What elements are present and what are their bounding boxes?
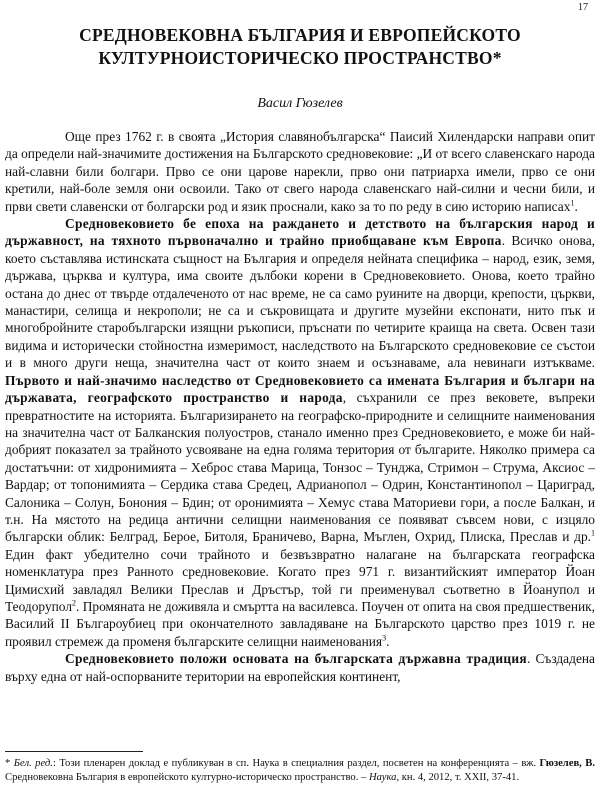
text-run: . (386, 633, 390, 649)
emphasized-text: Гюзелев, В. (539, 758, 595, 769)
text-run: Средновековна България в европейското културно-историческо пространство. – (5, 771, 369, 783)
footnote (5, 757, 595, 784)
text-run: . Създадена върху една от най-оспорваните територии на европейския континент, (5, 651, 595, 684)
footnote-reference: 1 (591, 528, 595, 538)
author-name: Васил Гюзелев (257, 96, 343, 111)
emphasized-text: Средновековието бе епоха на раждането и детството на българския народ и държавност, на тяхното първоначално и трайно приобщаване към Европа (5, 216, 595, 249)
title-line-2: КУЛТУРНОИСТОРИЧЕСКО ПРОСТРАНСТВО* (98, 48, 502, 68)
text-run: * (5, 758, 14, 769)
footnote-reference: 2 (72, 598, 77, 608)
text-run: . (574, 198, 578, 214)
text-run: , кн. 4, 2012, т. XXII, 37-41. (396, 771, 520, 783)
italic-text: Наука (368, 771, 397, 783)
text-run: , съхранили се през вековете, въпреки превратностите на историята. Българизирането на географско-природните и селищните наименования на значителна част от Балканския полуостров, станало именно през Средновековието, е може би най-добрият показател за трайното усвояване на една голяма територия от българите. Няколко примера са достатъчни: от хидронимията – Хеброс става Марица, Тонзос – Тунджа, Стримон – Струма, Аксиос – Вардар; от топонимията – Сердика става Средец, Адрианопол – Одрин, Константинопол – Цариград, Салоника – Солун, Бонония – Бдин; от оронимията – Хемус става Маториеви гори, а после Балкан, и т.н. На мястото на редица антични селищни наименования се появяват съвсем нови, с изцяло български облик: Белград, Берое, Битоля, Браничево, Варна, Мъглен, Охрид, Плиска, Преслав и др. (5, 390, 595, 545)
footnote-separator (5, 751, 143, 752)
footnote-reference: 1 (570, 198, 575, 208)
paragraph (5, 128, 595, 215)
paragraph (5, 650, 595, 685)
article-body (5, 128, 595, 685)
footnote-reference: 3 (382, 633, 387, 643)
emphasized-text: Първото и най-значимо наследство от Средновековието са имената България и българи на държавата, географското пространство и народа (5, 372, 595, 406)
text-run: Още през 1762 г. в своята „История славянобългарска“ Паисий Хилендарски направи опит да определи най-значимите достижения на Българското средновековие: „И от всего славенскаго народа най-славни били болгари. Прво се они царове нарекли, прво они патриарха имели, прво се они кретили, най-боле земля они освоили. Тако от свего народа славенскаго най-силни и чесни били, и први свети славенски от болгарски род и язик проснали, како за то по реду в сию историю написах (5, 129, 595, 214)
article-title (0, 24, 600, 70)
text-run: : Този пленарен доклад е публикуван в сп. Наука в специалния раздел, посветен на конференцията – вж. (52, 758, 540, 769)
text-run: . Всичко онова, което съставлява истинската същност на България и определя нейната специфика – народ, език, земя, държава, църква и култура, има своите дълбоки корени в Средновековието. Онова, което трайно остана до днес от твърде отдалеченото от нас време, не са само руините на дворци, крепости, църкви, манастири, селища и некрополи; не са и съкровищата и другите музейни експонати, нито пък и многобройните старобългарски изящни ръкописи, пръснати по четирите краища на света. Освен тази видима и исторически стойностна измеримост, наследството на Българското средновековие се състои и в много други неща, значителна част от които знаем и осъзнаваме, ала невинаги изтъкваме. (5, 233, 595, 371)
text-run: Един факт убедително сочи трайното и безвъзвратно налагане на българската географска номенклатура през Ранното средновековие. Когато през 971 г. византийският император Йоан Цимисхий завладял Велики Преслав и Дръстър, той ги преименувал съответно в Йоанупол и Теодорупол (5, 546, 595, 614)
paragraph (5, 215, 595, 650)
text-run: . Промяната не доживяла и смъртта на василевса. Поучен от опита на своя предшественик, Василий II Българоубиец при окончателното завладяване на Българското царство през 1019 г. не проявил стремеж да променя българските селищни наименования (5, 598, 595, 649)
italic-text: Бел. ред. (13, 758, 53, 769)
page-number: 17 (578, 2, 588, 13)
emphasized-text: Средновековието положи основата на българската държавна традиция (65, 651, 527, 667)
title-line-1: СРЕДНОВЕКОВНА БЪЛГАРИЯ И ЕВРОПЕЙСКОТО (79, 25, 521, 45)
